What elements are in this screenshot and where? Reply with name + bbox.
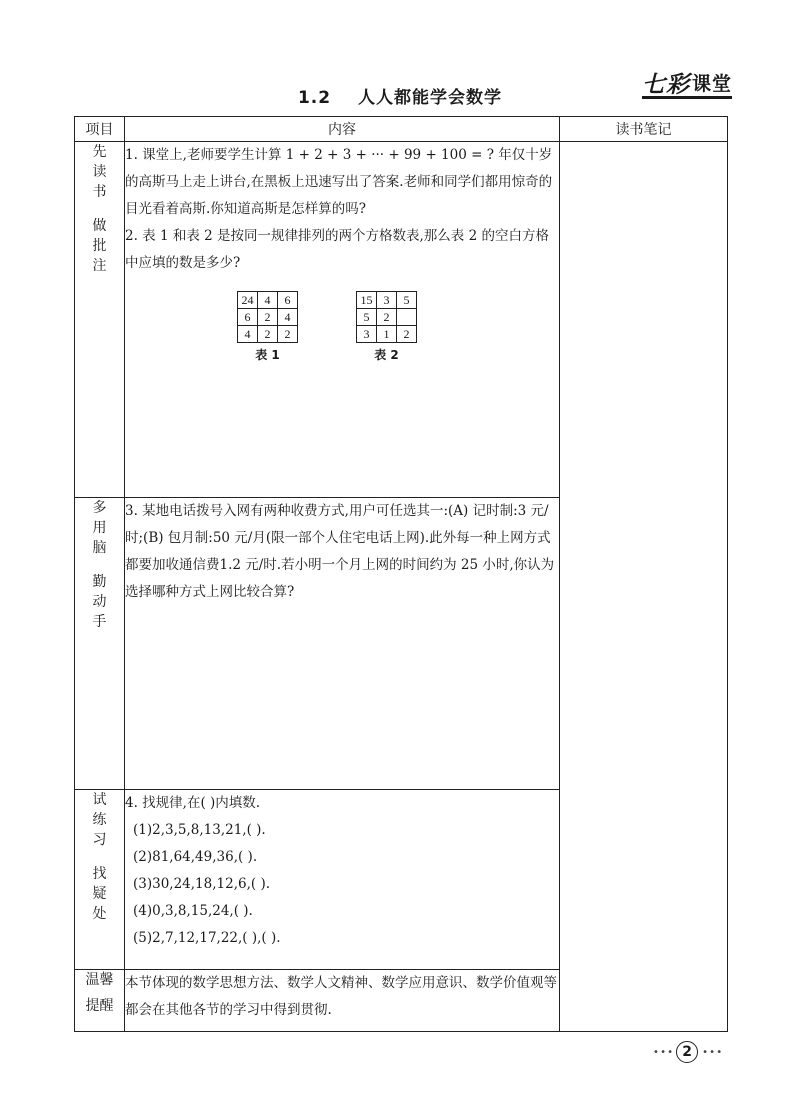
grid-cell: 6 [278,292,298,309]
grid-cell: 5 [357,309,377,326]
label-reminder: 温馨 提醒 [75,970,125,1032]
header-notes: 读书笔记 [560,117,728,142]
page-number [653,1040,721,1064]
grid-cell-blank [397,309,417,326]
grid-cell: 4 [278,309,298,326]
question-1: 1. 课堂上,老师要学生计算 1 + 2 + 3 + ··· + 99 + 100 = ? 年仅十岁的高斯马上走上讲台,在黑板上迅速写出了答案.老师和同学们都用惊奇的目光看着高斯.你知道高斯是怎样算的吗? [125,147,553,217]
section-number: 1.2 [297,88,332,108]
content-section-1 [125,142,560,498]
grid-table-2 [356,291,417,363]
page-number-value: 2 [676,1041,698,1063]
grid-cell: 2 [258,326,278,343]
header-content: 内容 [125,117,560,142]
grid-cell: 2 [377,309,397,326]
grid-cell: 4 [238,326,258,343]
section-title-text: 人人都能学会数学 [358,88,503,108]
grid-cell: 6 [238,309,258,326]
grid-cell: 15 [357,292,377,309]
grid-cell: 3 [377,292,397,309]
question-3: 3. 某地电话拨号入网有两种收费方式,用户可任选其一:(A) 记时制:3 元/时;(B) 包月制:50 元/月(限一部个人住宅电话上网).此外每一种上网方式都要加收通信费1.2 元/时.若小明一个月上网的时间约为 25 小时,你认为选择哪种方式上网比较合算? [125,503,555,600]
content-section-2 [125,498,560,790]
content-section-3 [125,790,560,970]
label-read-annotate: 先 读 书 做 批 注 [75,142,125,498]
grid-cell: 4 [258,292,278,309]
grid-cell: 2 [278,326,298,343]
dots-left-decoration: • • • [653,1046,673,1058]
sequence-item-3: (3)30,24,18,12,6,( ). [133,876,270,892]
sequence-item-4: (4)0,3,8,15,24,( ). [133,903,253,919]
label-think-practice: 多 用 脑 勤 动 手 [75,498,125,790]
sequence-item-2: (2)81,64,49,36,( ). [133,849,258,865]
grid-caption-1: 表 1 [255,348,280,362]
grid-cell: 5 [397,292,417,309]
grid-cell: 1 [377,326,397,343]
sequence-item-1: (1)2,3,5,8,13,21,( ). [133,822,266,838]
grid-cell: 3 [357,326,377,343]
question-4: 4. 找规律,在( )内填数. [125,795,261,811]
brand-text: 课堂 [691,72,732,95]
grid-cell: 24 [238,292,258,309]
number-grids [95,291,559,363]
grid-caption-2: 表 2 [374,348,399,362]
header-item: 项目 [75,117,125,142]
grid-table-1 [237,291,298,363]
sequence-item-5: (5)2,7,12,17,22,( ),( ). [133,930,281,946]
study-table [74,116,728,1032]
grid-cell: 2 [397,326,417,343]
brand-script: 七彩 [642,71,690,98]
grid-cell: 2 [258,309,278,326]
reading-notes-area [560,142,728,1032]
section-title [0,83,800,108]
dots-right-decoration: • • • [702,1046,722,1058]
question-2: 2. 表 1 和表 2 是按同一规律排列的两个方格数表,那么表 2 的空白方格中应填的数是多少? [125,228,549,271]
label-exercise-doubts: 试 练 习 找 疑 处 [75,790,125,970]
reminder-text: 本节体现的数学思想方法、数学人文精神、数学应用意识、数学价值观等都会在其他各节的学习中得到贯彻. [125,970,560,1032]
